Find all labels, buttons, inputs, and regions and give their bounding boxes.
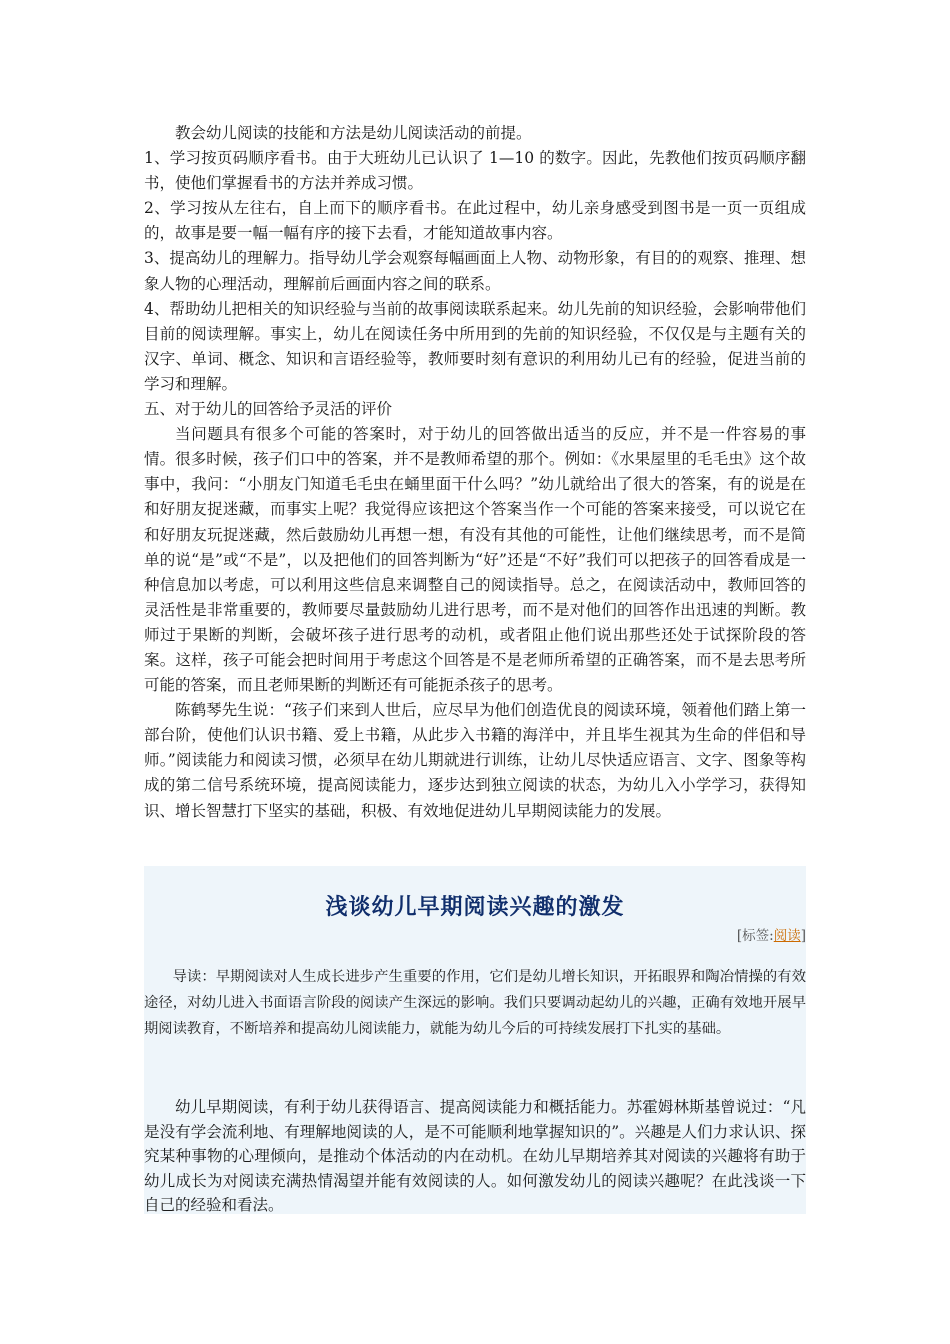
section-heading-5: 五、对于幼儿的回答给予灵活的评价 xyxy=(144,400,393,419)
list-item-4: 4、帮助幼儿把相关的知识经验与当前的故事阅读联系起来。幼儿先前的知识经验，会影响带他们目前的阅读理解。事实上，幼儿在阅读任务中所用到的先前的知识经验，不仅仅是与主题有关的汉字、单词、概念、知识和言语经验等，教师要时刻有意识的利用幼儿已有的经验，促进当前的学习和理解。 xyxy=(144,299,806,393)
article-intro: 导读：早期阅读对人生成长进步产生重要的作用，它们是幼儿增长知识，开拓眼界和陶冶情操的有效途径，对幼儿进入书面语言阶段的阅读产生深远的影响。我们只要调动起幼儿的兴趣，正确有效地开展早期阅读教育，不断培养和提高幼儿阅读能力，就能为幼儿今后的可持续发展打下扎实的基础。 xyxy=(144,969,806,1037)
paragraph-evaluation: 当问题具有很多个可能的答案时，对于幼儿的回答做出适当的反应，并不是一件容易的事情。很多时候，孩子们口中的答案，并不是教师希望的那个。例如：《水果屋里的毛毛虫》这个故事中，我问：“小朋友门知道毛毛虫在蛹里面干什么吗？”幼儿就给出了很大的答案，有的说是在和好朋友捉迷藏，而事实上呢？我觉得应该把这个答案当作一个可能的答案来接受，可以说它在和好朋友玩捉迷藏，然后鼓励幼儿再想一想，有没有其他的可能性，让他们继续思考，而不是简单的说“是”或“不是”，以及把他们的回答判断为“好”还是“不好”我们可以把孩子的回答看成是一种信息加以考虑，可以利用这些信息来调整自己的阅读指导。总之，在阅读活动中，教师回答的灵活性是非常重要的，教师要尽量鼓励幼儿进行思考，而不是对他们的回答作出迅速的判断。教师过于果断的判断，会破坏孩子进行思考的动机，或者阻止他们说出那些还处于试探阶段的答案。这样，孩子可能会把时间用于考虑这个回答是不是老师所希望的正确答案，而不是去思考所可能的答案，而且老师果断的判断还有可能扼杀孩子的思考。 xyxy=(144,425,806,695)
paragraph-intro: 教会幼儿阅读的技能和方法是幼儿阅读活动的前提。 xyxy=(175,124,532,142)
list-item-3: 3、提高幼儿的理解力。指导幼儿学会观察每幅画面上人物、动物形象，有目的的观察、推理、想象人物的心理活动，理解前后画面内容之间的联系。 xyxy=(144,249,806,293)
tag-line xyxy=(737,924,806,944)
list-item-1: 1、学习按页码顺序看书。由于大班幼儿已认识了 1—10 的数字。因此，先教他们按页码顺序翻书，使他们掌握看书的方法并养成习惯。 xyxy=(144,149,806,193)
tag-prefix: [标签: xyxy=(736,928,774,944)
list-item-2: 2、学习按从左往右，自上而下的顺序看书。在此过程中，幼儿亲身感受到图书是一页一页组成的，故事是要一幅一幅有序的接下去看，才能知道故事内容。 xyxy=(144,199,806,243)
article-title: 浅谈幼儿早期阅读兴趣的激发 xyxy=(325,895,625,920)
tag-suffix: ] xyxy=(800,928,806,944)
tag-link[interactable]: 阅读 xyxy=(773,928,801,944)
paragraph-quote: 陈鹤琴先生说：“孩子们来到人世后，应尽早为他们创造优良的阅读环境，领着他们踏上第一部台阶，使他们认识书籍、爱上书籍，从此步入书籍的海洋中，并且毕生视其为生命的伴侣和导师。”阅读能力和阅读习惯，必须早在幼儿期就进行训练，让幼儿尽快适应语言、文字、图象等构成的第二信号系统环境，提高阅读能力，逐步达到独立阅读的状态，为幼儿入小学学习，获得知识、增长智慧打下坚实的基础，积极、有效地促进幼儿早期阅读能力的发展。 xyxy=(144,701,806,820)
article-paragraph: 幼儿早期阅读，有利于幼儿获得语言、提高阅读能力和概括能力。苏霍姆林斯基曾说过：“凡是没有学会流利地、有理解地阅读的人，是不可能顺利地掌握知识的”。兴趣是人们力求认识、探究某种事物的心理倾向，是推动个体活动的内在动机。在幼儿早期培养其对阅读的兴趣将有助于幼儿成长为对阅读充满热情渴望并能有效阅读的人。如何激发幼儿的阅读兴趣呢？在此浅谈一下自己的经验和看法。 xyxy=(144,1098,806,1214)
article-panel xyxy=(144,866,806,1214)
document-body xyxy=(144,121,806,824)
